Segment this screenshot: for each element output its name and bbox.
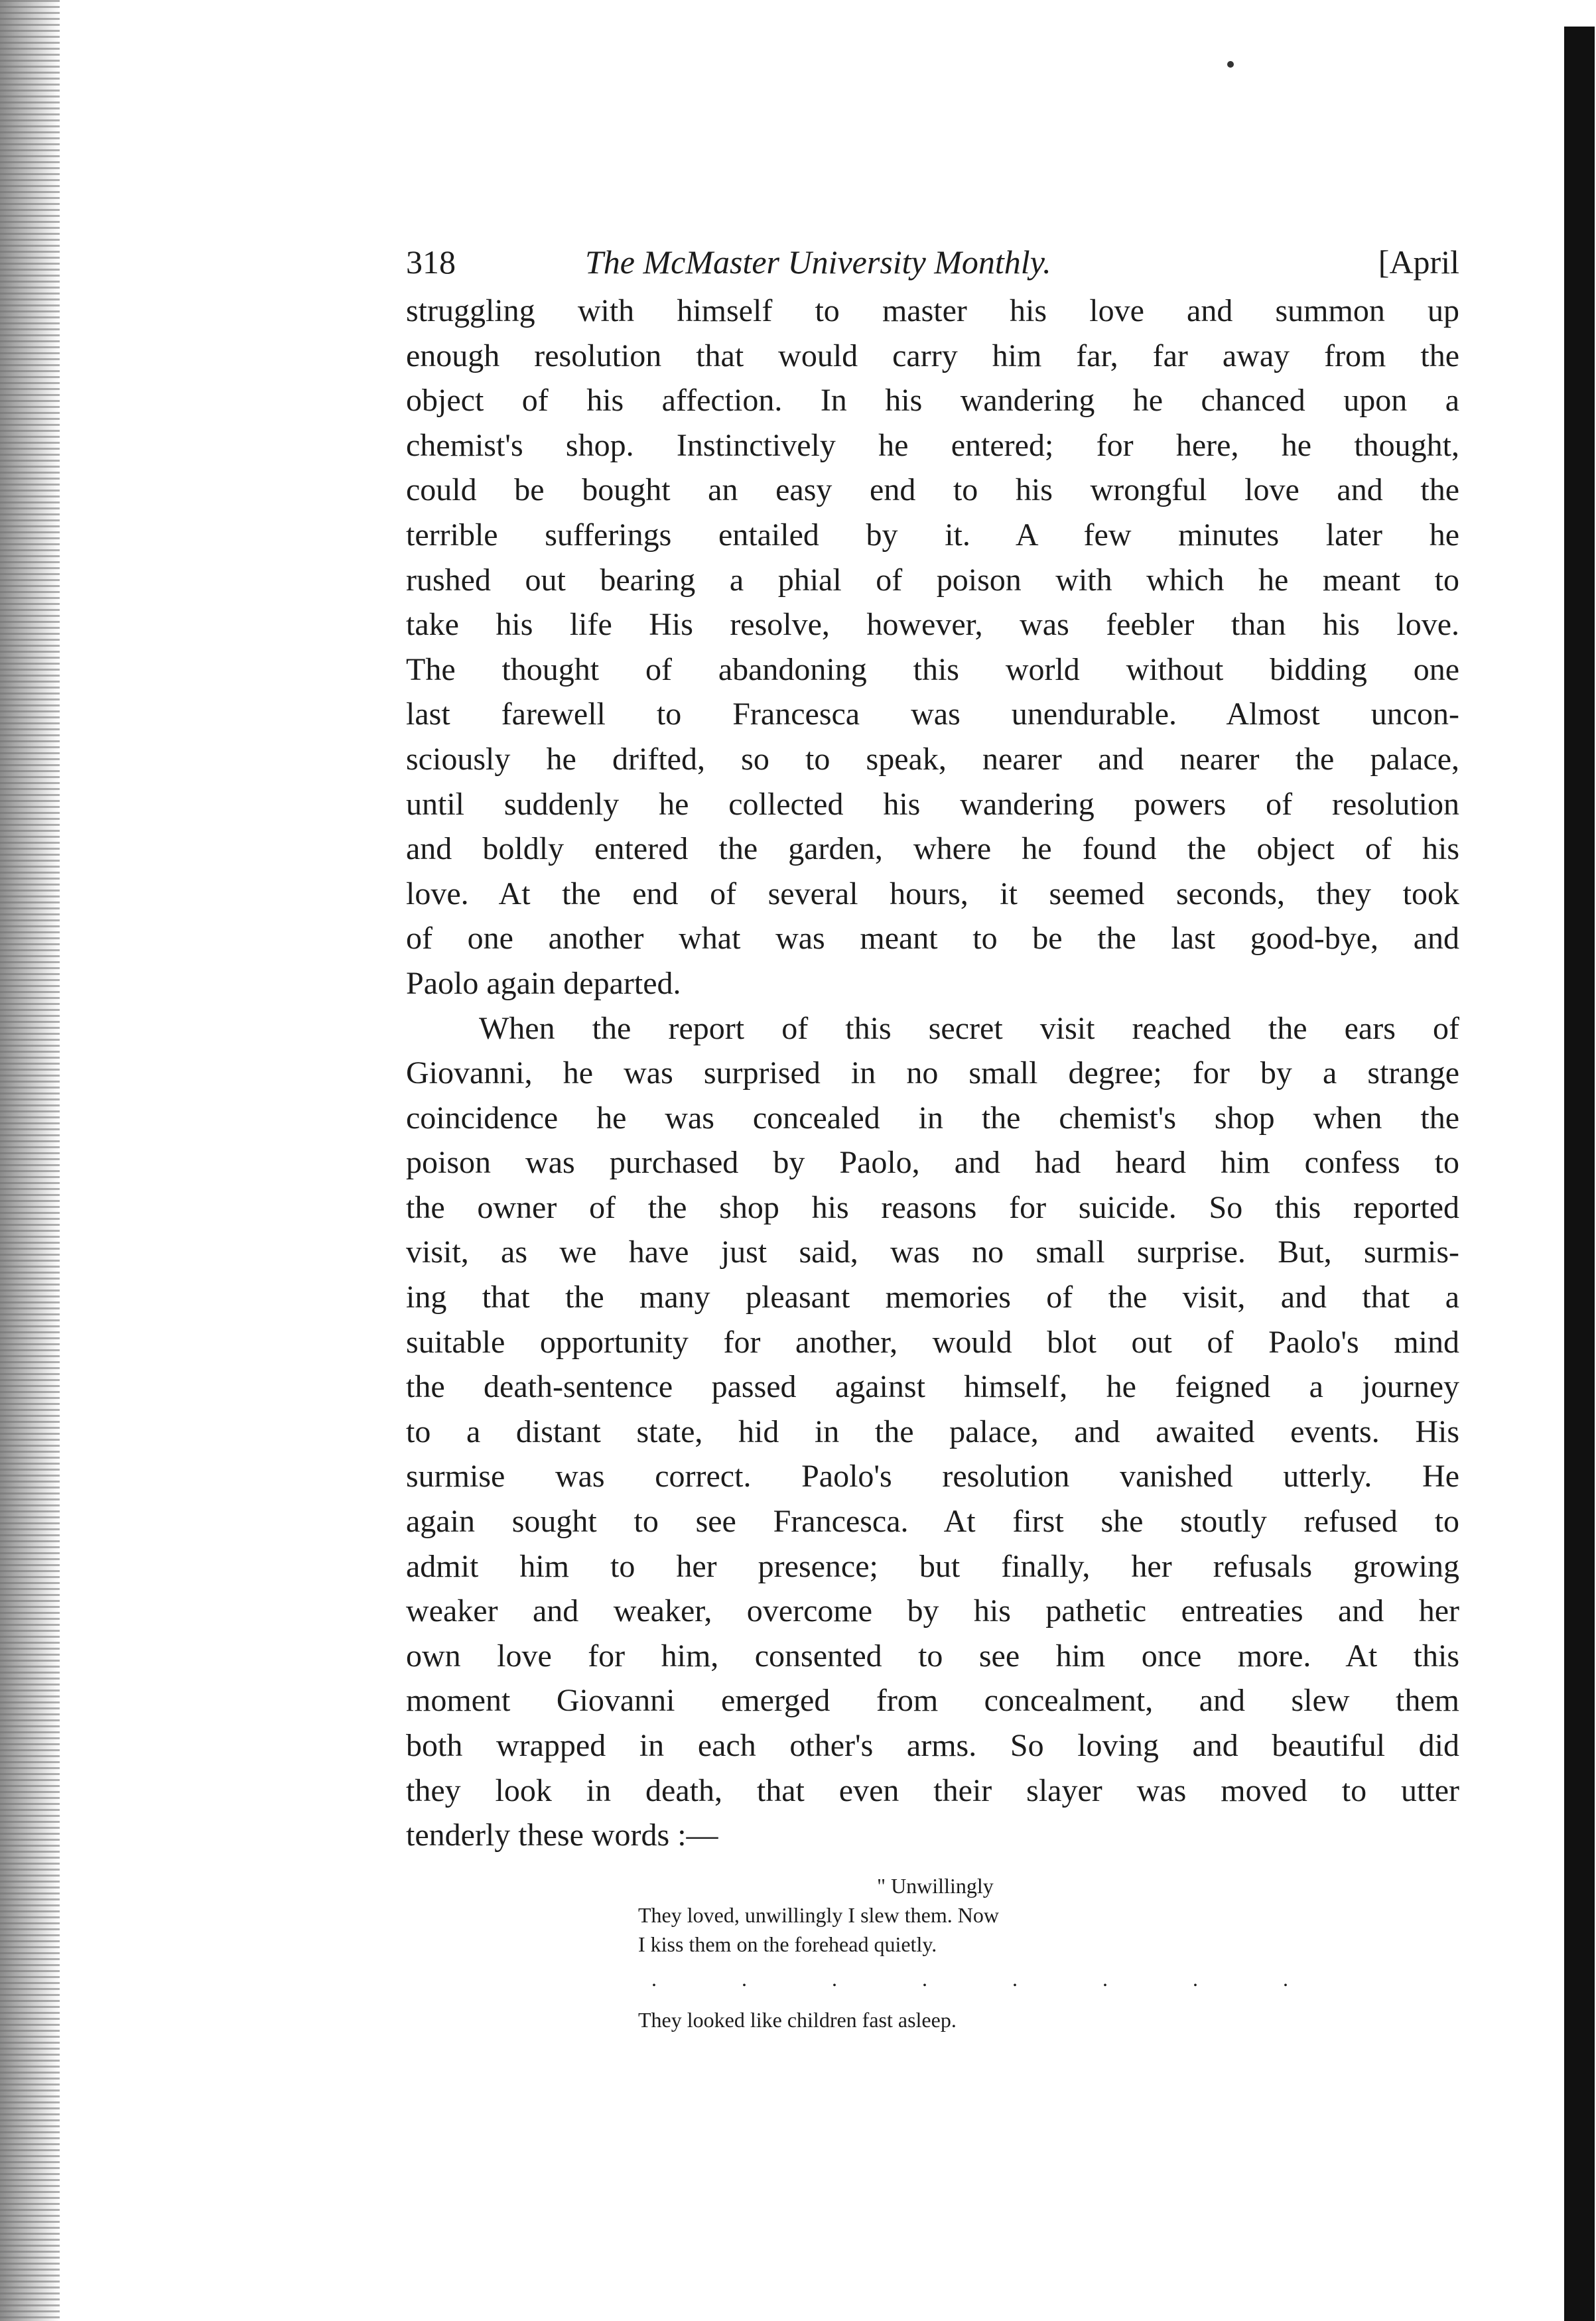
running-head xyxy=(406,235,1459,289)
text-line: object of his affection. In his wandering he chanced upon a xyxy=(406,383,1459,419)
text-line: chemist's shop. Instinctively he entered; for here, he thought, xyxy=(406,427,1459,463)
verse-line-1: " Unwillingly xyxy=(877,1873,994,1898)
verse-line-4: They looked like children fast asleep. xyxy=(638,2007,957,2032)
text-line: weaker and weaker, overcome by his pathetic entreaties and her xyxy=(406,1593,1459,1629)
issue-month: [April xyxy=(1378,243,1459,281)
text-line: ing that the many pleasant memories of the visit, and that a xyxy=(406,1280,1459,1315)
text-line: enough resolution that would carry him far, far away from the xyxy=(406,338,1459,373)
text-line: visit, as we have just said, was no small surprise. But, surmis- xyxy=(406,1234,1459,1270)
paragraph-1 xyxy=(406,289,1459,1006)
text-line: could be bought an easy end to his wrongful love and the xyxy=(406,472,1459,508)
text-line: poison was purchased by Paolo, and had heard him confess to xyxy=(406,1145,1459,1181)
text-line: the owner of the shop his reasons for suicide. So this reported xyxy=(406,1189,1459,1225)
text-line: struggling with himself to master his love and summon up xyxy=(406,293,1459,328)
text-line: until suddenly he collected his wandering powers of resolution xyxy=(406,786,1459,822)
text-line: they look in death, that even their slayer was moved to utter xyxy=(406,1772,1459,1808)
scan-speck xyxy=(1227,61,1234,68)
text-line: to a distant state, hid in the palace, and awaited events. His xyxy=(406,1414,1459,1449)
journal-title: The McMaster University Monthly. xyxy=(585,243,1051,281)
text-line: again sought to see Francesca. At first she stoutly refused to xyxy=(406,1504,1459,1540)
text-line: admit him to her presence; but finally, her refusals growing xyxy=(406,1548,1459,1584)
text-line: Giovanni, he was surprised in no small degree; for by a strange xyxy=(406,1055,1459,1091)
text-line: The thought of abandoning this world without bidding one xyxy=(406,651,1459,687)
text-line: moment Giovanni emerged from concealment, and slew them xyxy=(406,1683,1459,1719)
paragraph-2 xyxy=(406,1006,1459,1858)
text-line: tenderly these words :— xyxy=(406,1818,718,1853)
text-line: sciously he drifted, so to speak, nearer and nearer the palace, xyxy=(406,741,1459,777)
text-line: the death-sentence passed against himself, he feigned a journey xyxy=(406,1369,1459,1405)
page-number: 318 xyxy=(406,243,456,281)
page-content xyxy=(406,235,1459,2034)
text-line: last farewell to Francesca was unendurable. Almost uncon- xyxy=(406,696,1459,732)
text-line: own love for him, consented to see him once more. At this xyxy=(406,1638,1459,1674)
verse-quotation xyxy=(406,1871,1459,2034)
verse-line-2: They loved, unwillingly I slew them. Now xyxy=(638,1902,999,1927)
text-line: both wrapped in each other's arms. So loving and beautiful did xyxy=(406,1728,1459,1763)
verse-ellipsis: . . . . . . . . xyxy=(651,1966,1328,1991)
scan-border-bar xyxy=(1564,27,1595,2321)
text-line: love. At the end of several hours, it seemed seconds, they took xyxy=(406,876,1459,911)
text-line: surmise was correct. Paolo's resolution vanished utterly. He xyxy=(406,1459,1459,1494)
body-text xyxy=(406,289,1459,1858)
text-line: rushed out bearing a phial of poison with which he meant to xyxy=(406,562,1459,598)
text-line: terrible sufferings entailed by it. A few minutes later he xyxy=(406,517,1459,553)
scanned-page-edge xyxy=(0,0,60,2321)
text-line: of one another what was meant to be the last good-bye, and xyxy=(406,921,1459,957)
text-line: take his life His resolve, however, was feebler than his love. xyxy=(406,607,1459,643)
text-line: Paolo again departed. xyxy=(406,965,681,1001)
text-line: suitable opportunity for another, would blot out of Paolo's mind xyxy=(406,1324,1459,1360)
text-line: coincidence he was concealed in the chemist's shop when the xyxy=(406,1100,1459,1136)
text-line: When the report of this secret visit reached the ears of xyxy=(479,1010,1459,1046)
text-line: and boldly entered the garden, where he found the object of his xyxy=(406,831,1459,867)
verse-line-3: I kiss them on the forehead quietly. xyxy=(638,1932,937,1956)
